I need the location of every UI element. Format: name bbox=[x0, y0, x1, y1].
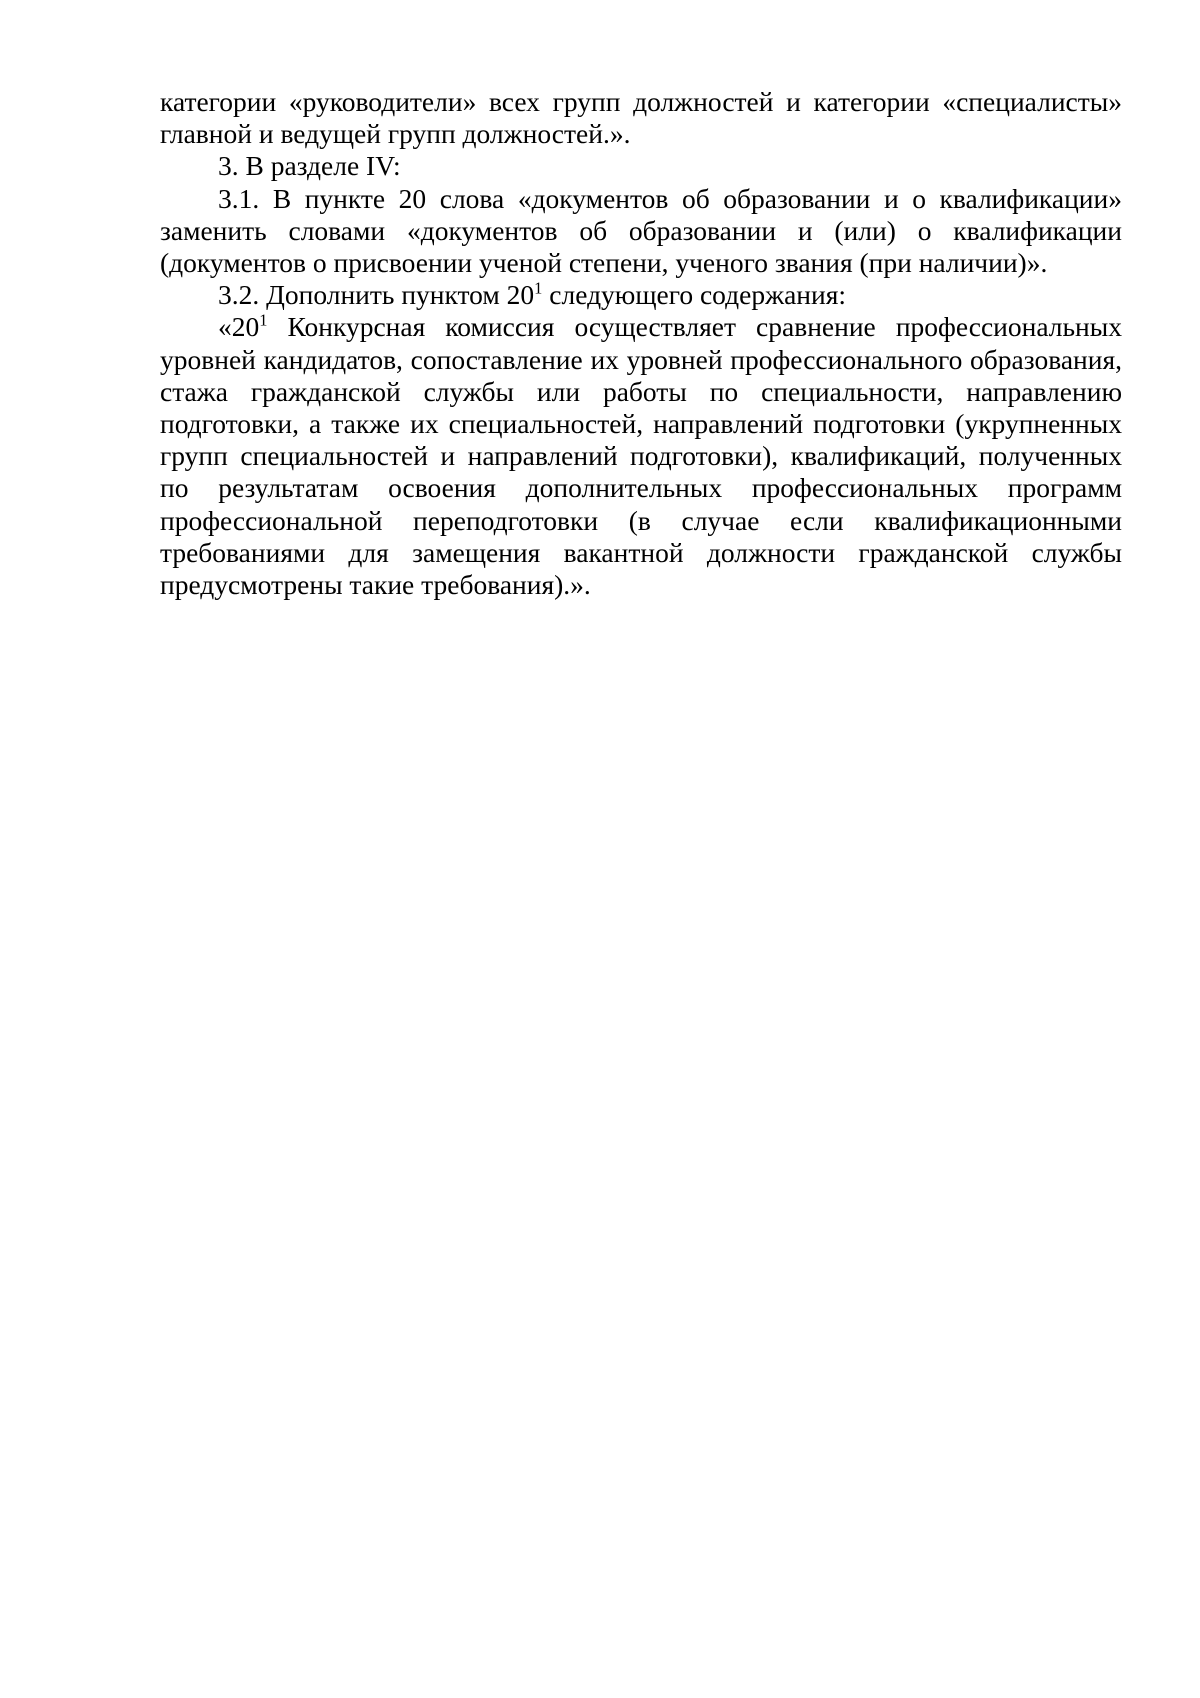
paragraph-continuation: категории «руководители» всех групп должностей и категории «специалисты» главной и ведущей групп должностей.». bbox=[160, 86, 1122, 150]
paragraph-item-3-1: 3.1. В пункте 20 слова «документов об образовании и о квалификации» заменить словами «документов об образовании и (или) о квалификации (документов о присвоении ученой степени, ученого звания (при наличии)». bbox=[160, 182, 1122, 279]
item-20-1-lead: «20 bbox=[218, 311, 260, 343]
superscript: 1 bbox=[534, 278, 543, 298]
paragraph-item-20-1 bbox=[160, 311, 1122, 601]
superscript: 1 bbox=[259, 310, 268, 330]
item-3-2-text: 3.2. Дополнить пунктом 20 bbox=[218, 279, 535, 311]
item-3-2-text-after: следующего содержания: bbox=[542, 279, 846, 311]
paragraph-item-3: 3. В разделе IV: bbox=[218, 150, 401, 182]
document-page bbox=[160, 86, 1122, 601]
item-20-1-body: Конкурсная комиссия осуществляет сравнение профессиональных уровней кандидатов, сопоставление их уровней профессионального образования, стажа гражданской службы или работы по специальности, направлению подготовки, а также их специальностей, направлений подготовки (укрупненных групп специальностей и направлений подготовки), квалификаций, полученных по результатам освоения дополнительных профессиональных программ профессиональной переподготовки (в случае если квалификационными требованиями для замещения вакантной должности гражданской службы предусмотрены такие требования).». bbox=[160, 311, 1122, 601]
paragraph-item-3-2 bbox=[160, 279, 1122, 311]
